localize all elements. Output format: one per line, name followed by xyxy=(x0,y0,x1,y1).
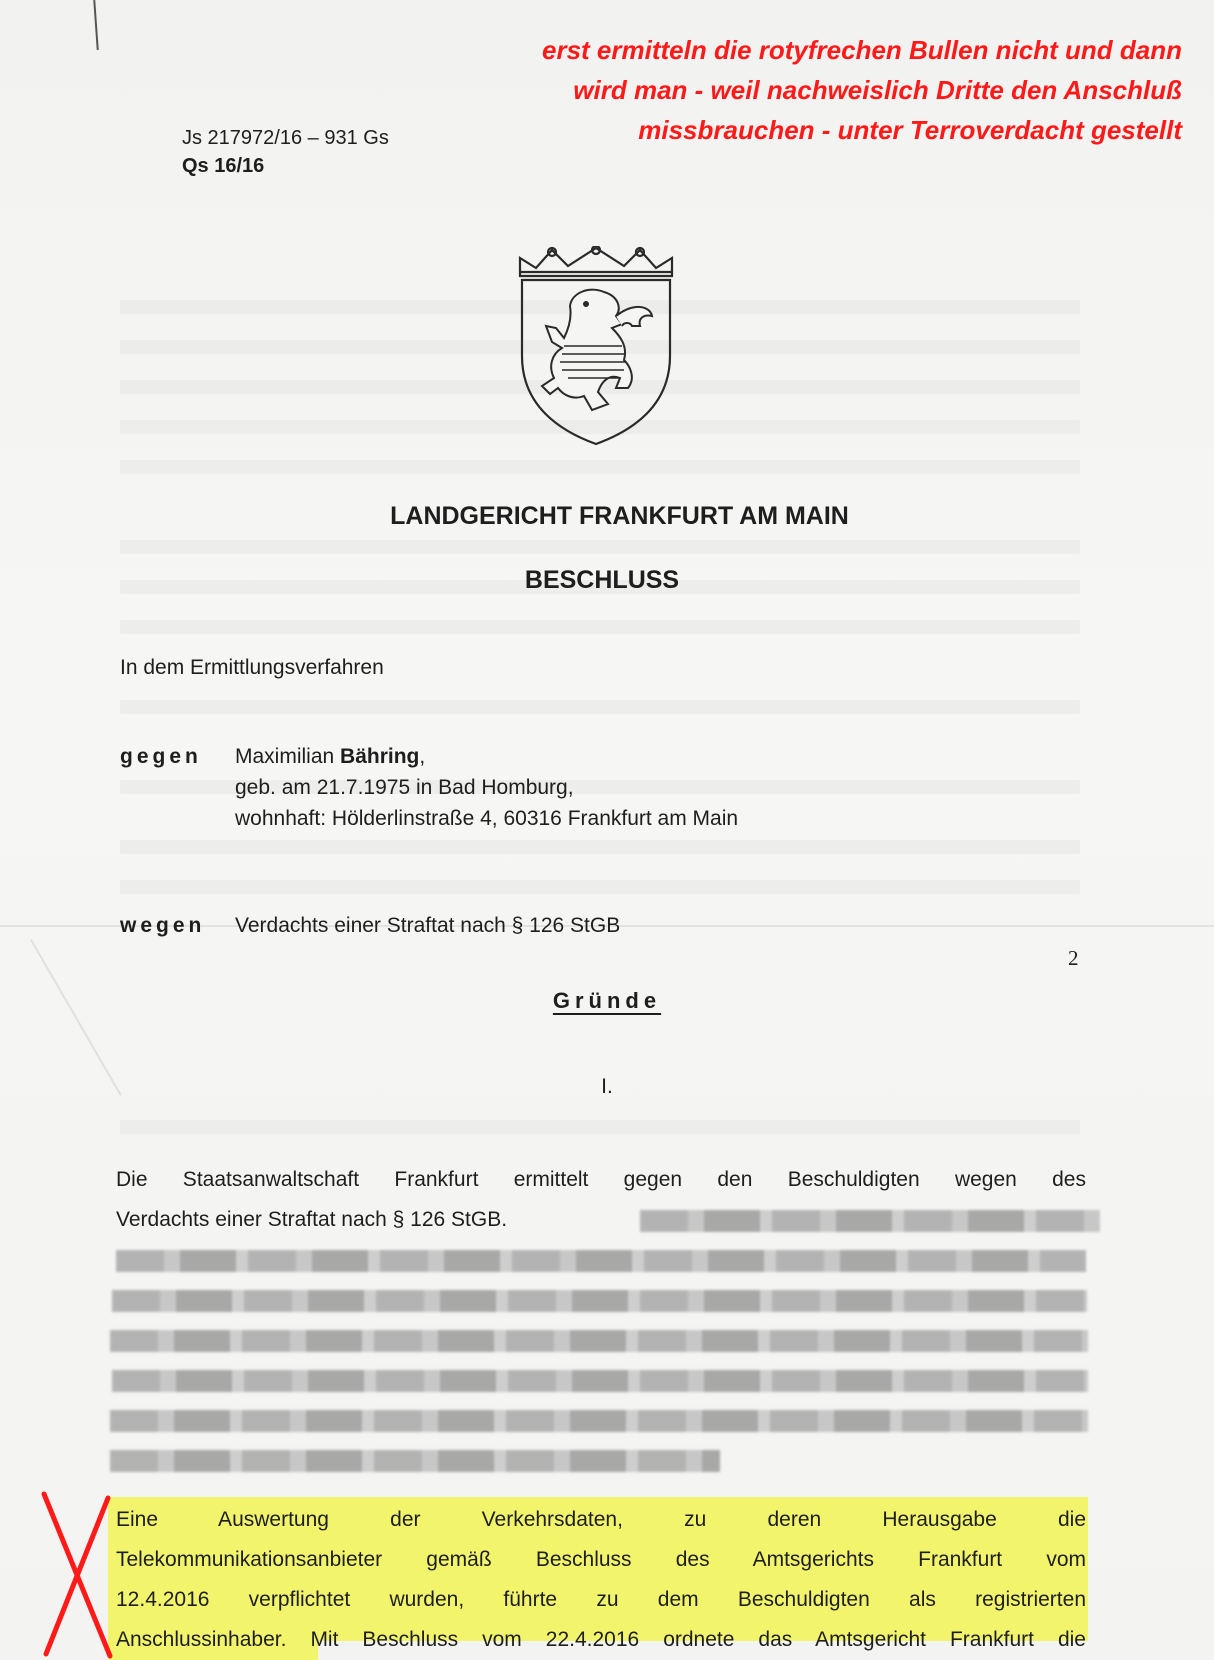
bleed-through-line xyxy=(120,880,1080,894)
paragraph-fragment: Mit Beschluss vom 22.4.2016 ordnete das Amtsgericht Frankfurt die xyxy=(286,1628,1086,1651)
section-number: I. xyxy=(601,1075,613,1098)
annotation-line: wird man - weil nachweislich Dritte den Anschluß xyxy=(573,75,1182,105)
annotation-line: erst ermitteln die rotyfrechen Bullen nicht und dann xyxy=(542,35,1182,65)
red-annotation xyxy=(282,30,1182,150)
section-title xyxy=(0,988,1214,1014)
defendant-details xyxy=(235,741,935,834)
proceedings-intro: In dem Ermittlungsverfahren xyxy=(120,656,384,679)
defendant-last-name: Bähring xyxy=(340,745,420,768)
redacted-text xyxy=(112,1370,1088,1392)
defendant-block xyxy=(120,741,739,830)
bleed-through-line xyxy=(120,620,1080,634)
document-type xyxy=(0,566,1214,595)
bleed-through-line xyxy=(120,1120,1080,1134)
paragraph-line: Verdachts einer Straftat nach § 126 StGB. xyxy=(116,1208,508,1231)
highlighted-fragment: Anschlussinhaber. xyxy=(116,1628,287,1651)
redacted-text xyxy=(110,1410,1088,1432)
redacted-text xyxy=(640,1210,1100,1232)
bleed-through-line xyxy=(120,840,1080,854)
court-name xyxy=(0,502,1214,531)
redacted-text xyxy=(112,1290,1087,1312)
court-name-text: LANDGERICHT FRANKFURT AM MAIN xyxy=(390,502,849,530)
defendant-label: gegen xyxy=(120,745,202,768)
paragraph-line: Eine Auswertung der Verkehrsdaten, zu deren Herausgabe die xyxy=(116,1508,1086,1531)
case-number: Js 217972/16 – 931 Gs xyxy=(182,127,389,149)
redacted-text xyxy=(110,1450,720,1472)
defendant-name xyxy=(235,741,935,772)
case-reference xyxy=(182,124,389,180)
paragraph-line: 12.4.2016 verpflichtet wurden, führte zu dem Beschuldigten als registrierten xyxy=(116,1588,1086,1611)
qs-number: Qs 16/16 xyxy=(182,155,265,177)
section-title-text: Gründe xyxy=(552,988,662,1013)
defendant-name-suffix: , xyxy=(419,745,426,768)
charge-block xyxy=(120,910,620,941)
bleed-through-line xyxy=(120,540,1080,554)
bleed-through-line xyxy=(120,700,1080,714)
annotation-line: missbrauchen - unter Terroverdacht gestellt xyxy=(638,115,1182,145)
red-x-mark-icon xyxy=(38,1490,118,1660)
paragraph-line xyxy=(116,1620,1086,1660)
defendant-birth: geb. am 21.7.1975 in Bad Homburg, xyxy=(235,776,574,799)
paper-fold xyxy=(30,939,122,1096)
paragraph-line: Die Staatsanwaltschaft Frankfurt ermittelt gegen den Beschuldigten wegen des xyxy=(116,1168,1086,1191)
charge-text: Verdachts einer Straftat nach § 126 StGB xyxy=(235,914,621,937)
pen-mark xyxy=(93,0,98,50)
paragraph-line: Telekommunikationsanbieter gemäß Beschluss des Amtsgerichts Frankfurt vom xyxy=(116,1548,1086,1571)
charge-label: wegen xyxy=(120,914,206,937)
paragraph-traffic-data xyxy=(116,1500,1086,1660)
coat-of-arms-icon xyxy=(512,246,680,446)
defendant-address: wohnhaft: Hölderlinstraße 4, 60316 Frankfurt am Main xyxy=(235,807,739,830)
document-type-text: BESCHLUSS xyxy=(524,566,680,594)
redacted-text xyxy=(110,1330,1088,1352)
page-number: 2 xyxy=(1068,946,1079,970)
defendant-first-name: Maximilian xyxy=(235,745,341,768)
redacted-text xyxy=(116,1250,1086,1272)
bleed-through-line xyxy=(120,460,1080,474)
